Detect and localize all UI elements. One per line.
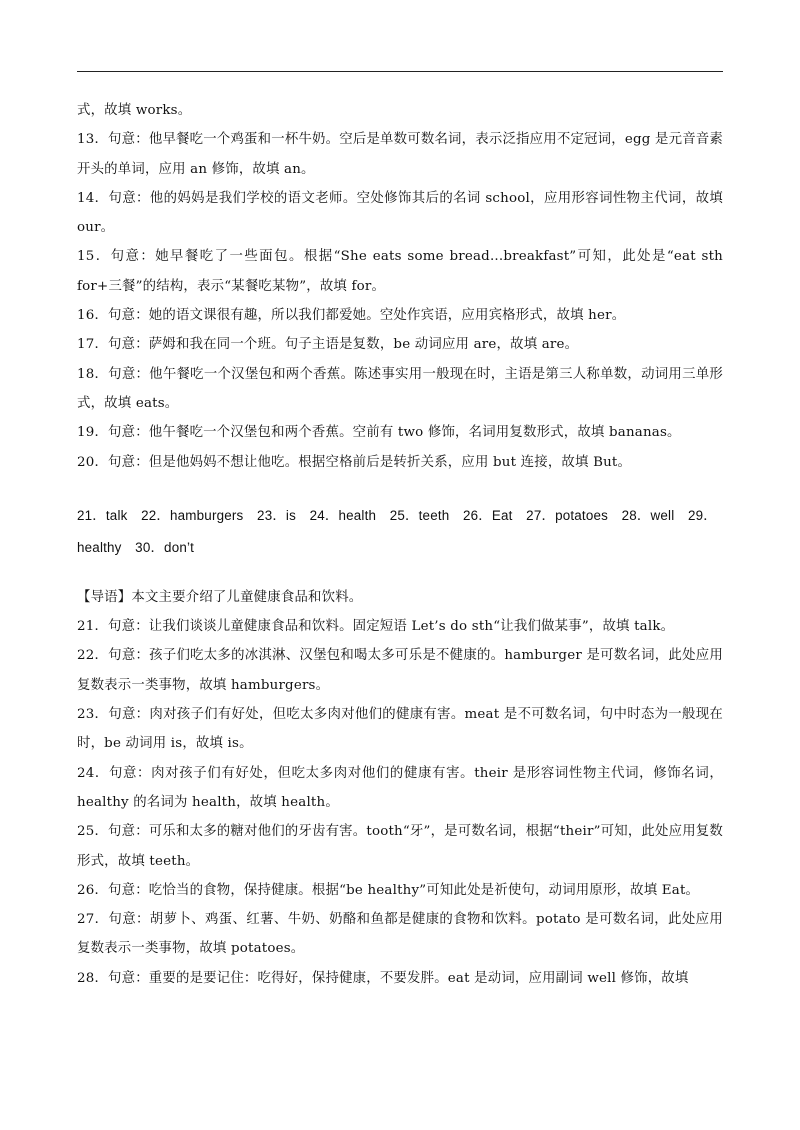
- paragraph: 式，故填 works。: [77, 103, 192, 118]
- paragraph: 22．句意：孩子们吃太多的冰淇淋、汉堡包和喝太多可乐是不健康的。hamburger 是可数名词，此处应用复数表示一类事物，故填 hamburgers。: [77, 648, 723, 693]
- paragraph: 16．句意：她的语文课很有趣，所以我们都爱她。空处作宾语，应用宾格形式，故填 her。: [77, 308, 626, 324]
- paragraph: 13．句意：他早餐吃一个鸡蛋和一杯牛奶。空后是单数可数名词，表示泛指应用不定冠词，egg 是元音音素开头的单词，应用 an 修饰，故填 an。: [77, 132, 723, 177]
- paragraph: 21．句意：让我们谈谈儿童健康食品和饮料。固定短语 Let’s do sth“让我们做某事”，故填 talk。: [77, 619, 675, 635]
- paragraph: 28．句意：重要的是要记住：吃得好，保持健康，不要发胖。eat 是动词，应用副词 well 修饰，故填: [77, 970, 689, 986]
- paragraph: 15．句意：她早餐吃了一些面包。根据“She eats some bread...breakfast”可知，此处是“eat sth for+三餐”的结构，表示“某餐吃某物”，故填 for。: [77, 249, 723, 294]
- header-rule: [77, 71, 723, 72]
- paragraph: 17．句意：萨姆和我在同一个班。句子主语是复数，be 动词应用 are，故填 are。: [77, 337, 579, 353]
- paragraph: 25．句意：可乐和太多的糖对他们的牙齿有害。tooth“牙”，是可数名词，根据“their”可知，此处应用复数形式，故填 teeth。: [77, 824, 723, 869]
- paragraph: 26．句意：吃恰当的食物，保持健康。根据“be healthy”可知此处是祈使句，动词用原形，故填 Eat。: [77, 882, 700, 898]
- paragraph: 18．句意：他午餐吃一个汉堡包和两个香蕉。陈述事实用一般现在时，主语是第三人称单数，动词用三单形式，故填 eats。: [77, 366, 723, 411]
- spacer: [77, 564, 723, 583]
- intro-paragraph: 【导语】本文主要介绍了儿童健康食品和饮料。: [77, 589, 363, 605]
- answer-key: 21．talk 22．hamburgers 23．is 24．health 25．teeth 26．Eat 27．potatoes 28．well 29．healthy 30．don’t: [77, 507, 717, 555]
- paragraph: 14．句意：他的妈妈是我们学校的语文老师。空处修饰其后的名词 school，应用形容词性物主代词，故填 our。: [77, 190, 723, 236]
- paragraph: 27．句意：胡萝卜、鸡蛋、红薯、牛奶、奶酪和鱼都是健康的食物和饮料。potato 是可数名词，此处应用复数表示一类事物，故填 potatoes。: [77, 912, 723, 957]
- paragraph: 19．句意：他午餐吃一个汉堡包和两个香蕉。空前有 two 修饰，名词用复数形式，故填 bananas。: [77, 425, 681, 441]
- spacer: [77, 477, 723, 500]
- paragraph: 24．句意：肉对孩子们有好处，但吃太多肉对他们的健康有害。their 是形容词性物主代词，修饰名词，healthy 的名词为 health，故填 health。: [77, 765, 723, 810]
- document-body: [77, 96, 723, 993]
- paragraph: 20．句意：但是他妈妈不想让他吃。根据空格前后是转折关系，应用 but 连接，故填 But。: [77, 454, 632, 470]
- paragraph: 23．句意：肉对孩子们有好处，但吃太多肉对他们的健康有害。meat 是不可数名词，句中时态为一般现在时，be 动词用 is，故填 is。: [77, 707, 723, 752]
